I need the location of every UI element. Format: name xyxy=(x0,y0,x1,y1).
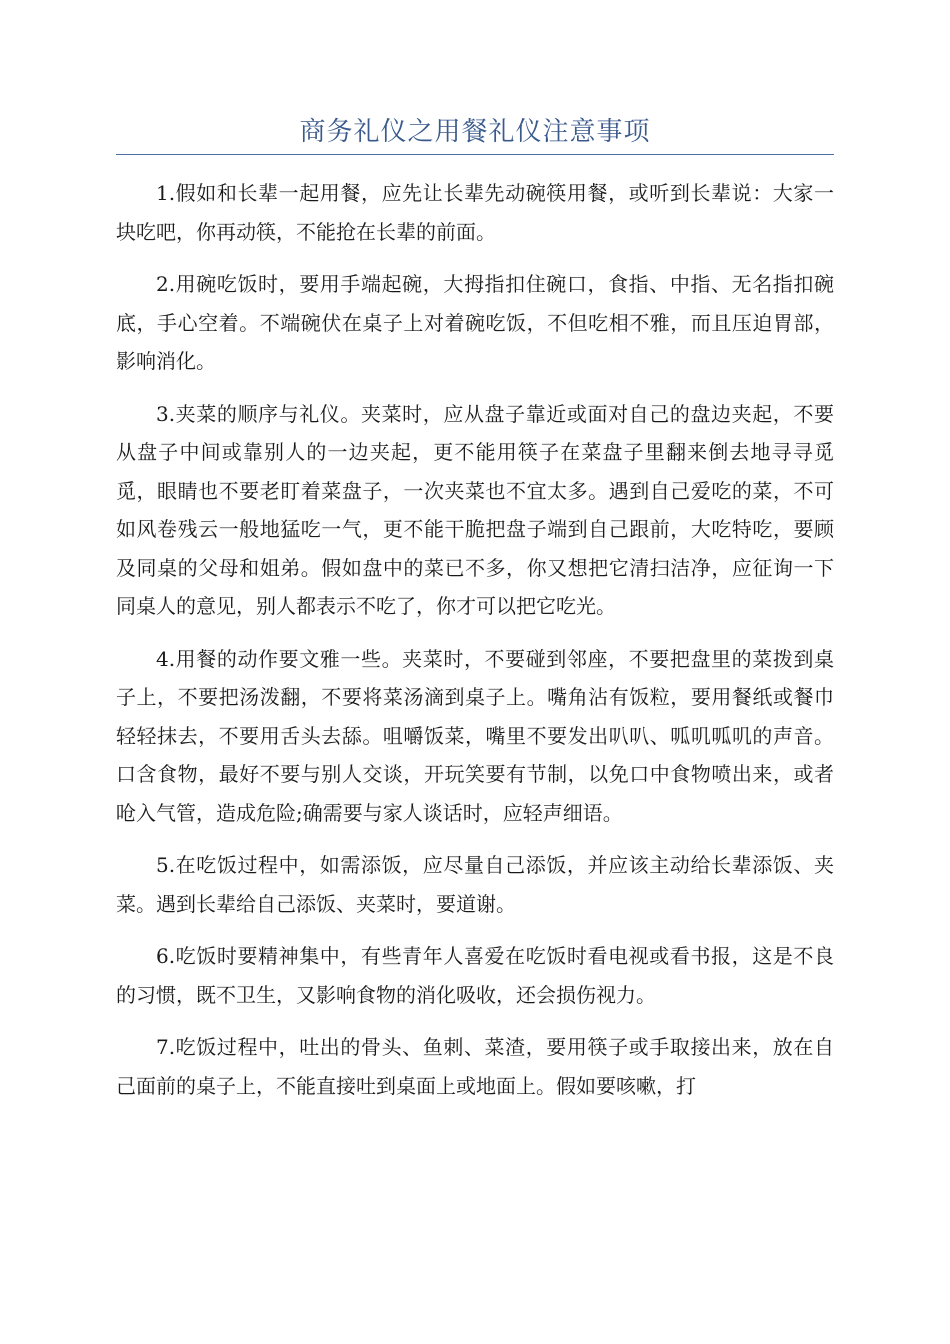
document-body xyxy=(116,174,834,1119)
paragraph-3: 3.夹菜的顺序与礼仪。夹菜时，应从盘子靠近或面对自己的盘边夹起，不要从盘子中间或靠别人的一边夹起，更不能用筷子在菜盘子里翻来倒去地寻寻觅觅，眼睛也不要老盯着菜盘子，一次夹菜也不宜太多。遇到自己爱吃的菜，不可如风卷残云一般地猛吃一气，更不能干脆把盘子端到自己跟前，大吃特吃，要顾及同桌的父母和姐弟。假如盘中的菜已不多，你又想把它清扫洁净，应征询一下同桌人的意见，别人都表示不吃了，你才可以把它吃光。 xyxy=(116,401,834,618)
title-underline xyxy=(116,154,834,155)
paragraph-4: 4.用餐的动作要文雅一些。夹菜时，不要碰到邻座，不要把盘里的菜拨到桌子上，不要把汤泼翻，不要将菜汤滴到桌子上。嘴角沾有饭粒，要用餐纸或餐巾轻轻抹去，不要用舌头去舔。咀嚼饭菜，嘴里不要发出叭叭、呱叽呱叽的声音。口含食物，最好不要与别人交谈，开玩笑要有节制，以免口中食物喷出来，或者呛入气管，造成危险;确需要与家人谈话时，应轻声细语。 xyxy=(116,646,834,825)
paragraph-7: 7.吃饭过程中，吐出的骨头、鱼刺、菜渣，要用筷子或手取接出来，放在自己面前的桌子上，不能直接吐到桌面上或地面上。假如要咳嗽，打 xyxy=(116,1035,834,1098)
paragraph-6: 6.吃饭时要精神集中，有些青年人喜爱在吃饭时看电视或看书报，这是不良的习惯，既不卫生，又影响食物的消化吸收，还会损伤视力。 xyxy=(116,944,834,1007)
page-title: 商务礼仪之用餐礼仪注意事项 xyxy=(299,117,651,147)
paragraph-5: 5.在吃饭过程中，如需添饭，应尽量自己添饭，并应该主动给长辈添饭、夹菜。遇到长辈给自己添饭、夹菜时，要道谢。 xyxy=(116,853,834,916)
paragraph-1: 1.假如和长辈一起用餐，应先让长辈先动碗筷用餐，或听到长辈说：大家一块吃吧，你再动筷，不能抢在长辈的前面。 xyxy=(116,181,834,244)
paragraph-2: 2.用碗吃饭时，要用手端起碗，大拇指扣住碗口，食指、中指、无名指扣碗底，手心空着。不端碗伏在桌子上对着碗吃饭，不但吃相不雅，而且压迫胃部，影响消化。 xyxy=(116,272,834,373)
